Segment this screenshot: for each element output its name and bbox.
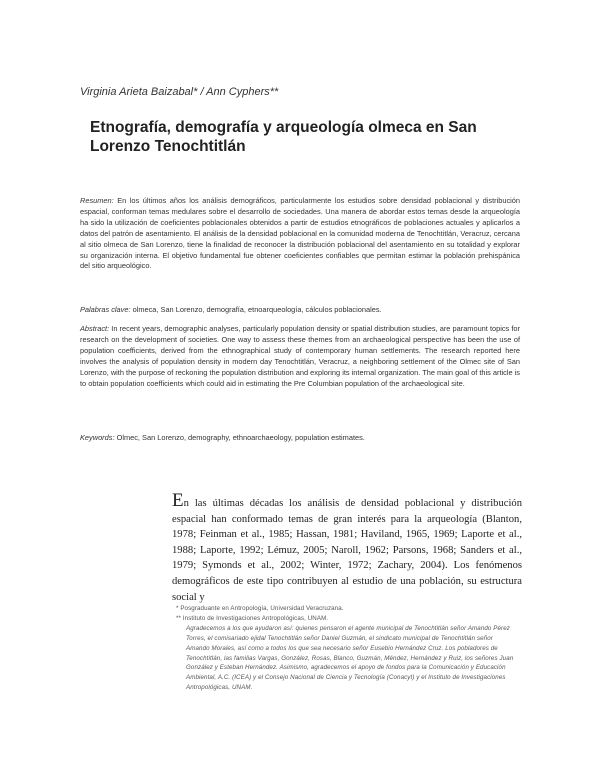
footnote-acknowledgements: Agradecemos a los que ayudaron así: quienes pensaron el agente municipal de Tenochtitlán señor Amando Pérez Torres, el comisariado ejidal Tenochtitlán señor Daniel Guzmán, el sindicato municipal de Tenochtitlán señor Amando Morales, así como a todos los que sea necesario señor Eusebio Hernández Cruz. Los pobladores de Tenochtitlán, las familias Vargas, González, Rosas, Blanco, Guzmán, Méndez, Hernández y Ruiz, los señores Juan González y Esteban Hernández. Asimismo, agradecemos el apoyo de fondos para la Comunicación y Educación Ambiental, A.C. (ICEA) y el Consejo Nacional de Ciencia y Tecnología (Conacyt) y el Instituto de Investigaciones Antropológicas, UNAM. bbox=[186, 624, 514, 692]
keywords-spanish bbox=[80, 305, 520, 316]
footnotes bbox=[176, 604, 516, 693]
abstract-en-label: Abstract: bbox=[80, 324, 110, 333]
body-paragraph-text: n las últimas décadas los análisis de densidad poblacional y distribución espacial han conformado temas de gran interés para la arqueología (Blanton, 1978; Feinman et al., 1985; Hassan, 1981; Haviland, 1965, 1969; Laporte et al., 1988; Laporte, 1992; Lémuz, 2005; Naroll, 1962; Parsons, 1968; Sanders et al., 1979; Symonds et al., 2002; Winter, 1972; Zachary, 2004). Los fenómenos demográficos de este tipo contribuyen al estudio de una población, su estructura social y bbox=[172, 498, 522, 603]
keywords-es-text: olmeca, San Lorenzo, demografía, etnoarqueología, cálculos poblacionales. bbox=[130, 305, 382, 314]
keywords-en-text: Olmec, San Lorenzo, demography, ethnoarchaeology, population estimates. bbox=[114, 433, 365, 442]
footnote-2: ** Instituto de Investigaciones Antropológicas, UNAM. bbox=[176, 614, 329, 622]
abstract-es-text: En los últimos años los análisis demográficos, particularmente los estudios sobre densidad poblacional y distribución espacial, conforman temas medulares sobre el desarrollo de sociedades. Una manera de abordar estos temas desde la arqueología ha sido la utilización de coeficientes poblacionales obtenidos a partir de estudios etnográficos de poblaciones actuales y aplicarlos a datos del patrón de asentamiento. El análisis de la densidad poblacional en la comunidad moderna de Tenochtitlán, Veracruz, cercana al sitio olmeca de San Lorenzo, tiene la finalidad de reconocer la distribución poblacional del asentamiento en su totalidad y explorar su organización interna. El objetivo fundamental fue obtener coeficientes confiables que permitan estimar la población prehispánica del sitio arqueológico. bbox=[80, 196, 520, 271]
drop-cap: E bbox=[172, 490, 184, 511]
abstract-spanish bbox=[80, 196, 520, 272]
keywords-es-label: Palabras clave: bbox=[80, 305, 131, 314]
abstract-en-text: In recent years, demographic analyses, particularly population density or spatial distribution studies, are paramount topics for research on the development of societies. One way to assess these themes from an archaeological perspective has been the use of population coefficients, derived from the ethnographical study of contemporary human settlements. The research reported here involves the analysis of population density in modern day Tenochtitlán, Veracruz, a neighboring settlement of the Olmec site of San Lorenzo, with the purpose of reckoning the population distribution and exploring its internal organization. The main goal of this article is to obtain population coefficients which could aid in estimating the Pre Columbian population of the archaeological site. bbox=[80, 324, 520, 388]
body-paragraph bbox=[172, 490, 522, 605]
keywords-en-label: Keywords: bbox=[80, 433, 115, 442]
authors-line: Virginia Arieta Baizabal* / Ann Cyphers** bbox=[80, 86, 279, 98]
article-title: Etnografía, demografía y arqueología olmeca en San Lorenzo Tenochtitlán bbox=[90, 119, 477, 155]
keywords-english bbox=[80, 433, 520, 444]
abstract-english bbox=[80, 324, 520, 389]
abstract-es-label: Resumen: bbox=[80, 196, 114, 205]
footnote-1: * Posgraduante en Antropología, Universidad Veracruzana. bbox=[176, 605, 344, 612]
